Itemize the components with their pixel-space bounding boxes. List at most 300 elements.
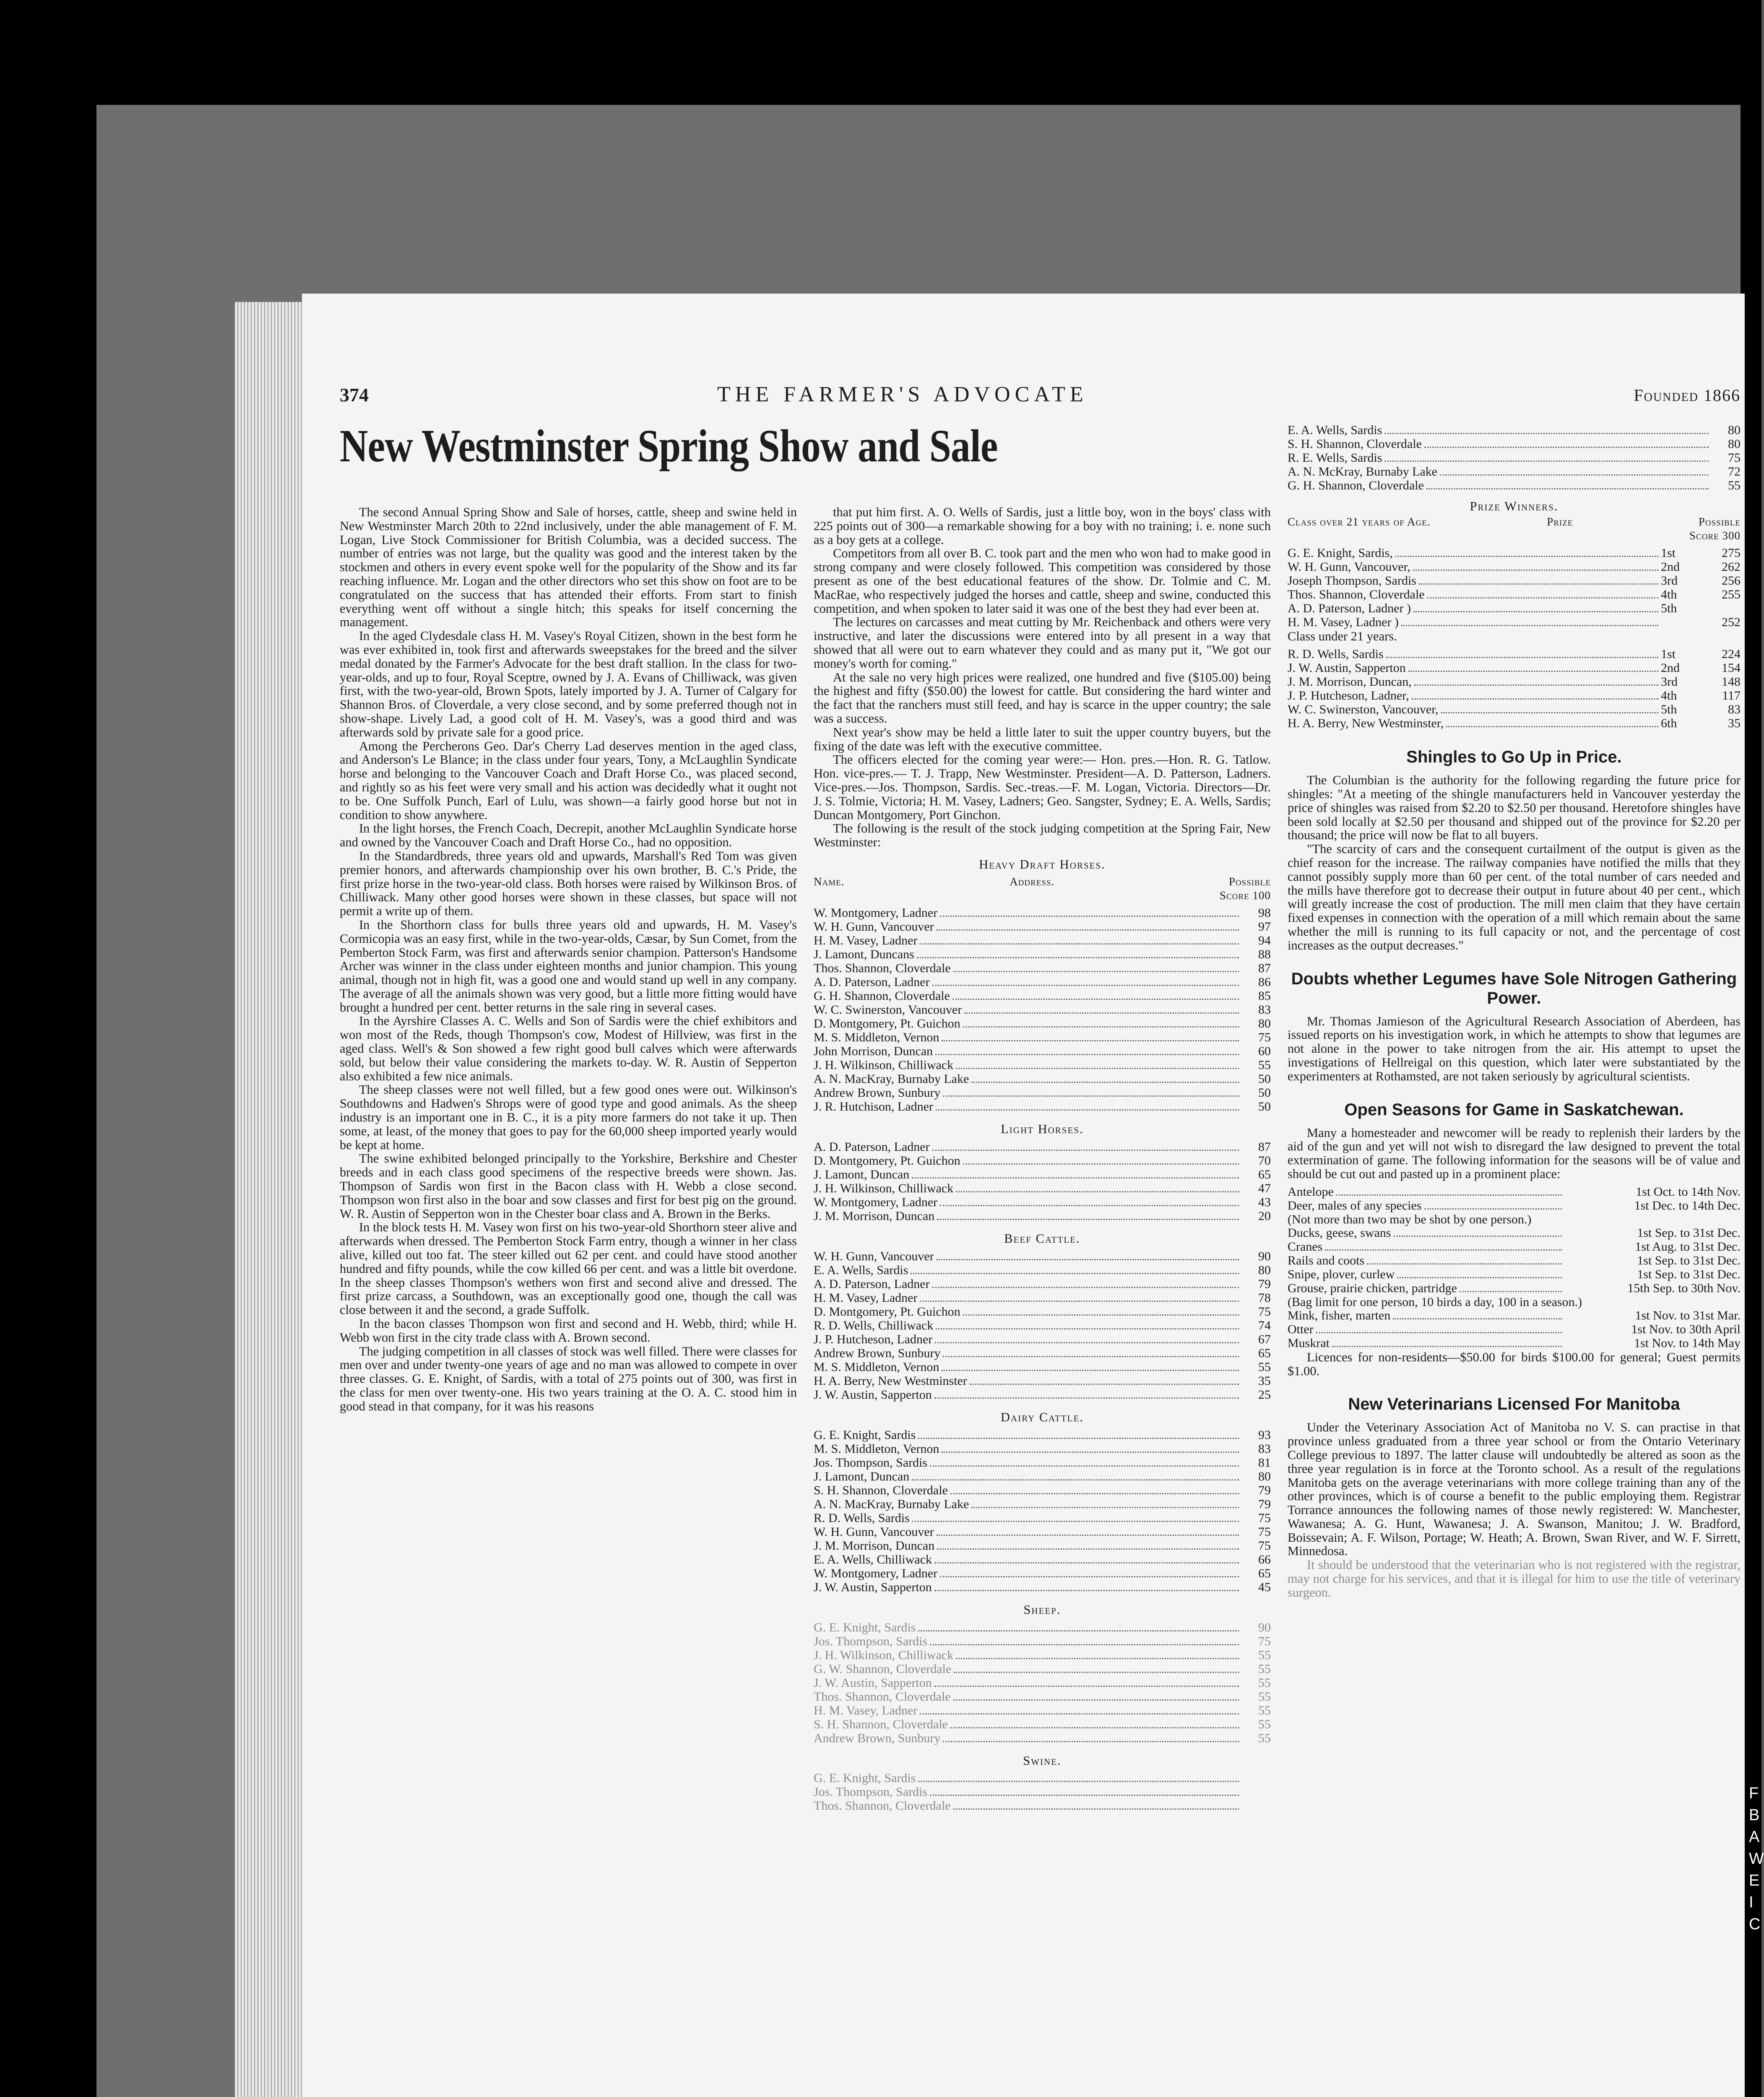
- running-head: [340, 384, 1741, 409]
- table-row: [814, 1498, 1271, 1512]
- table-row: [814, 976, 1271, 989]
- table-title: Sheep.: [1023, 1602, 1061, 1617]
- table-row: [814, 1361, 1271, 1374]
- prize-table: [1288, 546, 1741, 630]
- row-name: J. H. Wilkinson, Chilliwack: [814, 1181, 954, 1196]
- book-page-edges: [235, 302, 310, 2097]
- leader-dots: [950, 1493, 1239, 1494]
- row-name: G. E. Knight, Sardis,: [1288, 546, 1393, 560]
- paragraph: Mr. Thomas Jamieson of the Agricultural Research Association of Aberdeen, has issued reports on his investigation work, in which he attempts to show that legumes are not alone in the power to take nitrogen from the air. His attempt to upset the investigations of Hellreigal on this question, which later were substantiated by the experimenters at Rothamsted, are not taken seriously by agricultural scientists.: [1288, 1014, 1741, 1083]
- row-score: 75: [1258, 1304, 1271, 1319]
- row-score: 80: [1258, 1017, 1271, 1031]
- table-title: Swine.: [1023, 1753, 1062, 1768]
- row-score: 55: [1258, 1058, 1271, 1072]
- paragraph: In the bacon classes Thompson won first and second and H. Webb, third; while H. Webb won first in the city trade class with A. Brown second.: [340, 1316, 797, 1345]
- row-name: R. D. Wells, Sardis: [814, 1511, 910, 1525]
- leader-dots: [917, 957, 1239, 958]
- table-row: [1288, 588, 1741, 602]
- row-name: Grouse, prairie chicken, partridge: [1288, 1281, 1457, 1295]
- table-row: [814, 1059, 1271, 1072]
- row-score: 55: [1258, 1360, 1271, 1374]
- leader-dots: [920, 1301, 1239, 1302]
- table-row: [814, 1154, 1271, 1168]
- row-score: 55: [1728, 479, 1741, 492]
- row-score: 88: [1258, 947, 1271, 962]
- table-row: [1288, 648, 1741, 661]
- leader-dots: [912, 1479, 1239, 1480]
- row-name: A. D. Paterson, Ladner ): [1288, 601, 1411, 616]
- prize-table: [1288, 648, 1741, 731]
- row-name: J. W. Austin, Sapperton: [814, 1387, 932, 1402]
- leader-dots: [1440, 474, 1709, 476]
- row-place: 3rd: [1661, 574, 1678, 588]
- row-name: G. H. Shannon, Cloverdale: [814, 989, 950, 1003]
- row-score: 20: [1258, 1209, 1271, 1223]
- table-row: [814, 1525, 1271, 1539]
- leader-dots: [1413, 611, 1658, 612]
- leader-dots: [953, 971, 1239, 972]
- table-row: [814, 1470, 1271, 1484]
- leader-dots: [1446, 726, 1658, 727]
- table-row: [814, 1456, 1271, 1470]
- table-row: [814, 1539, 1271, 1553]
- leader-dots: [940, 916, 1239, 917]
- paragraph: The swine exhibited belonged principally to the Yorkshire, Berkshire and Chester breeds and in each class good specimens of the respective breeds were shown. Jas. Thompson of Sardis won first in the Bacon class with H. Webb a close second. Thompson won first also in the boar and sow classes and first for best pig on the ground. W. R. Austin of Sepperton won in the Chester boar class and A. Brown in the Berks.: [340, 1151, 797, 1221]
- row-name: G. H. Shannon, Cloverdale: [1288, 479, 1424, 492]
- table-row: [814, 1799, 1271, 1813]
- table-row: [1288, 1254, 1741, 1268]
- row-score: 255: [1722, 588, 1741, 602]
- leader-dots: [936, 1109, 1239, 1111]
- score-table: [814, 1621, 1271, 1746]
- col-prize: Prize: [1547, 515, 1573, 528]
- row-score: 55: [1258, 1662, 1271, 1676]
- leader-dots: [1426, 488, 1709, 489]
- leader-dots: [950, 1727, 1239, 1728]
- leader-dots: [918, 1630, 1239, 1631]
- score-table: [814, 906, 1271, 1114]
- row-name: R. E. Wells, Sardis: [1288, 451, 1382, 465]
- row-name: J. R. Hutchison, Ladner: [814, 1100, 933, 1114]
- section-heading: New Veterinarians Licensed For Manitoba: [1348, 1395, 1680, 1414]
- table-row: [814, 906, 1271, 920]
- row-name: H. M. Vasey, Ladner: [814, 1290, 918, 1305]
- row-name: D. Montgomery, Pt. Guichon: [814, 1017, 960, 1031]
- row-score: 50: [1258, 1072, 1271, 1086]
- row-score: 1st Oct. to 14th Nov.: [1636, 1184, 1741, 1199]
- row-name: S. H. Shannon, Cloverdale: [1288, 437, 1422, 451]
- table-row: [814, 1512, 1271, 1525]
- row-score: 45: [1258, 1580, 1271, 1594]
- table-row: [1288, 1226, 1741, 1240]
- table-row: [814, 1785, 1271, 1799]
- table-row: [814, 934, 1271, 948]
- row-score: 55: [1258, 1717, 1271, 1731]
- table-row: [1288, 479, 1741, 493]
- row-place: 1st: [1661, 546, 1676, 560]
- row-score: 74: [1258, 1318, 1271, 1332]
- row-score: 90: [1258, 1620, 1271, 1634]
- leader-dots: [943, 1095, 1239, 1097]
- table-title: Light Horses.: [1001, 1122, 1084, 1137]
- game-note: (Not more than two may be shot by one person.): [1288, 1212, 1532, 1226]
- leader-dots: [930, 1644, 1239, 1645]
- row-score: 78: [1258, 1290, 1271, 1305]
- leader-dots: [932, 1150, 1239, 1151]
- leader-dots: [956, 1658, 1239, 1659]
- row-name: G. E. Knight, Sardis: [814, 1428, 916, 1442]
- table-row: [1288, 560, 1741, 574]
- row-score: 1st Aug. to 31st Dec.: [1635, 1239, 1741, 1254]
- table-row: [814, 1704, 1271, 1718]
- row-score: 72: [1728, 465, 1741, 479]
- col-score-2: Score 100: [1220, 889, 1271, 902]
- leader-dots: [940, 1576, 1239, 1577]
- row-score: 87: [1258, 961, 1271, 976]
- table-row: [814, 1374, 1271, 1388]
- table-row: [1288, 424, 1741, 437]
- table-row: [814, 1264, 1271, 1277]
- leader-dots: [1441, 712, 1658, 713]
- row-score: 75: [1728, 451, 1741, 465]
- row-score: 1st Sep. to 31st Dec.: [1637, 1267, 1741, 1281]
- leader-dots: [942, 1370, 1239, 1371]
- row-score: 50: [1258, 1086, 1271, 1100]
- leader-dots: [956, 1068, 1239, 1069]
- row-score: 35: [1728, 716, 1741, 731]
- row-score: 79: [1258, 1483, 1271, 1497]
- row-name: Deer, males of any species: [1288, 1198, 1422, 1212]
- row-name: Muskrat: [1288, 1336, 1330, 1350]
- table-row: [814, 1333, 1271, 1347]
- leader-dots: [1336, 1194, 1562, 1196]
- row-name: Jos. Thompson, Sardis: [814, 1634, 928, 1648]
- leader-dots: [1316, 1332, 1562, 1333]
- leader-dots: [934, 1397, 1239, 1399]
- table-row: [814, 1291, 1271, 1305]
- row-score: 1st Dec. to 14th Dec.: [1634, 1198, 1741, 1212]
- row-name: H. M. Vasey, Ladner: [814, 934, 918, 948]
- row-score: 262: [1722, 560, 1741, 574]
- leader-dots: [952, 999, 1239, 1000]
- row-name: D. Montgomery, Pt. Guichon: [814, 1154, 960, 1168]
- table-row: [814, 1772, 1271, 1785]
- col-possible: [1689, 515, 1741, 543]
- leader-dots: [942, 1040, 1239, 1041]
- table-row: [1288, 1240, 1741, 1254]
- row-name: W. Montgomery, Ladner: [814, 1195, 938, 1210]
- row-place: 2nd: [1661, 560, 1680, 574]
- game-season-table: [1288, 1185, 1741, 1350]
- table-row: [814, 1045, 1271, 1059]
- row-name: H. A. Berry, New Westminster,: [1288, 716, 1444, 731]
- leader-dots: [935, 1054, 1239, 1055]
- row-name: J. P. Hutcheson, Ladner,: [1288, 689, 1409, 703]
- leader-dots: [932, 1287, 1239, 1288]
- newspaper-page: [302, 294, 1745, 2097]
- leader-dots: [930, 1795, 1239, 1796]
- leader-dots: [963, 1163, 1239, 1165]
- row-name: J. M. Morrison, Duncan,: [1288, 675, 1412, 689]
- table-row: [814, 1690, 1271, 1704]
- row-score: 98: [1258, 906, 1271, 920]
- leader-dots: [1401, 625, 1658, 626]
- row-name: Andrew Brown, Sunbury: [814, 1086, 941, 1100]
- table-row: [814, 1718, 1271, 1732]
- table-row: [814, 1442, 1271, 1456]
- row-name: E. A. Wells, Chilliwack: [814, 1552, 932, 1566]
- table-row: [1288, 616, 1741, 630]
- row-score: 86: [1258, 975, 1271, 989]
- table-row: [814, 1305, 1271, 1319]
- leader-dots: [937, 929, 1239, 931]
- row-name: Joseph Thompson, Sardis: [1288, 574, 1416, 588]
- row-score: 1st Nov. to 31st Mar.: [1635, 1308, 1741, 1322]
- adjacent-page-letters: F B A W E I C: [1749, 1785, 1764, 1933]
- leader-dots: [934, 1686, 1239, 1687]
- row-name: W. H. Gunn, Vancouver,: [1288, 560, 1410, 574]
- table-row: [814, 1168, 1271, 1182]
- row-name: J. H. Wilkinson, Chilliwack: [814, 1058, 954, 1072]
- row-name: W. H. Gunn, Vancouver: [814, 1525, 934, 1539]
- row-score: 1st Nov. to 30th April: [1631, 1322, 1741, 1336]
- row-score: 94: [1258, 934, 1271, 948]
- row-score: 55: [1258, 1703, 1271, 1717]
- table-row: [814, 1100, 1271, 1114]
- table-row: [814, 1567, 1271, 1581]
- section-heading: Doubts whether Legumes have Sole Nitrogen Gathering Power.: [1291, 969, 1737, 1007]
- leader-dots: [1395, 556, 1658, 557]
- table-row: [1288, 1309, 1741, 1323]
- leader-dots: [953, 1808, 1239, 1810]
- leader-dots: [936, 1328, 1239, 1329]
- row-score: 60: [1258, 1044, 1271, 1059]
- row-name: Snipe, plover, curlew: [1288, 1267, 1395, 1281]
- leader-dots: [1424, 447, 1709, 448]
- leader-dots: [932, 985, 1239, 986]
- row-score: 81: [1258, 1455, 1271, 1470]
- leader-dots: [918, 1438, 1239, 1439]
- table-row: [814, 1581, 1271, 1595]
- leader-dots: [937, 1535, 1239, 1536]
- table-row: [814, 1663, 1271, 1676]
- row-score: 83: [1728, 702, 1741, 717]
- row-score: 50: [1258, 1100, 1271, 1114]
- row-name: Antelope: [1288, 1184, 1334, 1199]
- paragraph: In the light horses, the French Coach, Decrepit, another McLaughlin Syndicate horse and owned by the Vancouver Coach and Draft Horse Co., had no opposition.: [340, 821, 797, 850]
- leader-dots: [1408, 671, 1658, 672]
- row-name: J. P. Hutcheson, Ladner: [814, 1332, 933, 1346]
- row-name: Ducks, geese, swans: [1288, 1225, 1391, 1240]
- row-name: Rails and coots: [1288, 1253, 1365, 1267]
- row-score: 1st Sep. to 31st Dec.: [1637, 1253, 1741, 1267]
- row-score: 75: [1258, 1511, 1271, 1525]
- leader-dots: [940, 1205, 1239, 1206]
- row-score: 79: [1258, 1497, 1271, 1511]
- leader-dots: [937, 1259, 1239, 1260]
- page-number: 374: [340, 384, 369, 406]
- score-table: [814, 1428, 1271, 1595]
- article-headline: New Westminster Spring Show and Sale: [340, 420, 998, 471]
- row-score: 83: [1258, 1003, 1271, 1017]
- row-name: M. S. Middleton, Vernon: [814, 1441, 939, 1456]
- table-row: [1288, 661, 1741, 675]
- table-row: [814, 1635, 1271, 1649]
- row-score: 275: [1722, 546, 1741, 560]
- row-score: 97: [1258, 920, 1271, 934]
- row-score: 65: [1258, 1566, 1271, 1580]
- paragraph: "The scarcity of cars and the consequent curtailment of the output is given as the chief reason for the increase. The railway companies have notified the mills that they cannot possibly supply more than 60 per cent. of the total number of cars needed and the mills have therefore got to decrease their output in future about 40 per cent., which will greatly increase the cost of production. The mill men claim that they have certain fixed expenses in connection with the operation of a mill which remain about the same whether the mill is running to its full capacity or not, and the percentage of cost increases as the output decreases.": [1288, 842, 1741, 952]
- row-score: 256: [1722, 574, 1741, 588]
- row-name: Otter: [1288, 1322, 1314, 1336]
- row-place: 3rd: [1661, 675, 1678, 689]
- row-name: J. W. Austin, Sapperton: [814, 1580, 932, 1594]
- table-row: [1288, 546, 1741, 560]
- row-name: R. D. Wells, Chilliwack: [814, 1318, 934, 1332]
- column-2: [814, 505, 1271, 1813]
- row-score: 80: [1258, 1469, 1271, 1483]
- table-column-headers: [814, 875, 1271, 903]
- row-score: 35: [1258, 1374, 1271, 1388]
- row-name: A. N. MacKray, Burnaby Lake: [814, 1497, 969, 1511]
- table-row: [1288, 465, 1741, 479]
- leader-dots: [912, 1177, 1239, 1179]
- row-name: S. H. Shannon, Cloverdale: [814, 1483, 948, 1497]
- leader-dots: [1413, 570, 1658, 571]
- leader-dots: [920, 1713, 1239, 1715]
- paragraph: Next year's show may be held a little later to suit the upper country buyers, but the fixing of the date was left with the executive committee.: [814, 725, 1271, 753]
- leader-dots: [1384, 461, 1709, 462]
- leader-dots: [964, 1012, 1239, 1014]
- row-name: J. Lamont, Duncan: [814, 1469, 910, 1483]
- row-name: Thos. Shannon, Cloverdale: [814, 1799, 951, 1813]
- table-row: [1288, 1185, 1741, 1199]
- row-name: W. Montgomery, Ladner: [814, 1566, 938, 1580]
- row-score: 80: [1728, 437, 1741, 451]
- leader-dots: [1424, 1208, 1562, 1210]
- score-table: [1288, 424, 1741, 493]
- paragraph: Competitors from all over B. C. took part and the men who won had to make good in strong company and were closely followed. This competition was considered by those present as one of the best educational features of the show. Dr. Tolmie and C. M. MacRae, who respectively judged the horses and cattle, sheep and swine, conducted this competition, and when spoken to later said it was one of the best they had ever been at.: [814, 546, 1271, 616]
- column-1: [340, 505, 797, 1413]
- row-score: 79: [1258, 1277, 1271, 1291]
- row-place: 5th: [1661, 601, 1677, 616]
- leader-dots: [1414, 684, 1658, 686]
- row-name: E. A. Wells, Sardis: [1288, 423, 1382, 437]
- paragraph: The Columbian is the authority for the following regarding the future price for shingles: "At a meeting of the shingle manufacturers held in Vancouver yesterday the price of shingles was raised from $2.20 to $2.50 per thousand. Heretofore shingles have been sold locally at $2.50 per thousand and shipped out of the province for $2.20 per thousand; the price will now be flat to all buyers.: [1288, 773, 1741, 843]
- row-score: 154: [1722, 661, 1741, 675]
- row-score: 75: [1258, 1030, 1271, 1045]
- leader-dots: [954, 1672, 1239, 1673]
- paragraph: Many a homesteader and newcomer will be ready to replenish their larders by the aid of the gun and yet will not wish to disregard the law designed to prevent the total extermination of game. The following information for the seasons will be of value and should be cut out and pasted up in a prominent place:: [1288, 1125, 1741, 1181]
- row-name: J. M. Morrison, Duncan: [814, 1538, 935, 1553]
- leader-dots: [1397, 1277, 1562, 1278]
- row-name: W. H. Gunn, Vancouver: [814, 920, 934, 934]
- row-name: W. H. Gunn, Vancouver: [814, 1249, 934, 1263]
- row-name: S. H. Shannon, Cloverdale: [814, 1717, 948, 1731]
- row-place: 4th: [1661, 689, 1677, 703]
- table-row: [814, 1676, 1271, 1690]
- table-row: [814, 962, 1271, 976]
- leader-dots: [971, 1082, 1239, 1083]
- leader-dots: [1384, 433, 1709, 434]
- row-score: 83: [1258, 1441, 1271, 1456]
- paragraph: In the block tests H. M. Vasey won first on his two-year-old Shorthorn steer alive and afterwards when dressed. The Pemberton Stock Farm entry, though a winner in her class alive, killed out too fat. The steer killed out 62 per cent. and could have stood another hundred and fifty pounds, while the cow killed 66 per cent. and was a little bit overdone. In the sheep classes Thompson's wethers won first and second alive and dressed. The first prize carcass, a Southdown, was an exceptionally good one, though the call was close between it and the second, a grade Suffolk.: [340, 1220, 797, 1317]
- paragraph: Licences for non-residents—$50.00 for birds $100.00 for general; Guest permits $1.00.: [1288, 1350, 1741, 1378]
- table-row: [1288, 1323, 1741, 1337]
- leader-dots: [956, 1191, 1239, 1192]
- table-row: [814, 989, 1271, 1003]
- leader-dots: [1394, 1236, 1562, 1237]
- row-score: 75: [1258, 1538, 1271, 1553]
- leader-dots: [930, 1465, 1239, 1467]
- table-row: [814, 1347, 1271, 1361]
- row-score: 55: [1258, 1689, 1271, 1704]
- section-heading: Shingles to Go Up in Price.: [1406, 748, 1622, 767]
- paragraph: that put him first. A. O. Wells of Sardis, just a little boy, won in the boys' class with 225 points out of 300—a remarkable showing for a boy with no training; i. e. none such as a boy gets at a college.: [814, 505, 1271, 547]
- row-name: J. Lamont, Duncan: [814, 1168, 910, 1182]
- class-over-label: Class over 21 years of Age.: [1288, 515, 1431, 528]
- row-score: 65: [1258, 1168, 1271, 1182]
- paragraph: In the aged Clydesdale class H. M. Vasey's Royal Citizen, shown in the best form he was ever exhibited in, took first and afterwards sweepstakes for the breed and the silver medal donated by the Farmer's Advocate for the best draft stallion. In the class for two-year-olds, and up to four, Royal Sceptre, owned by J. A. Evans of Chilliwack, was given first, with the two-year-old, Brown Spots, lately imported by J. A. Turner of Calgary for Shannon Bros. of Cloverdale, a very close second, and by some preferred though not in show-shape. Lively Lad, a good colt of H. M. Vasey's, was a good third and was afterwards sold by private sale for a good price.: [340, 629, 797, 739]
- paragraph: The lectures on carcasses and meat cutting by Mr. Reichenback and others were very instructive, and later the discussions were entered into by all present in a way that showed that all were out to earn whatever they could and as many put it, "We got our money's worth for coming.": [814, 615, 1271, 671]
- leader-dots: [970, 1384, 1239, 1385]
- row-name: Andrew Brown, Sunbury: [814, 1731, 941, 1745]
- table-row: [814, 1649, 1271, 1663]
- leader-dots: [934, 1590, 1239, 1591]
- row-name: G. E. Knight, Sardis: [814, 1771, 916, 1785]
- table-row: [814, 1017, 1271, 1031]
- table-row: [1288, 1337, 1741, 1350]
- table-row: [814, 1086, 1271, 1100]
- table-row: [814, 1250, 1271, 1264]
- table-row: [814, 1072, 1271, 1086]
- film-border-top: [0, 0, 1761, 105]
- row-name: H. M. Vasey, Ladner: [814, 1703, 918, 1717]
- paragraph: At the sale no very high prices were realized, one hundred and five ($105.00) being the highest and fifty ($50.00) the lowest for cattle. But considering the hard winter and the fact that the ranchers must still feed, and hay is scarce in the upper country; the sale was a success.: [814, 670, 1271, 726]
- table-row: [814, 1140, 1271, 1154]
- leader-dots: [963, 1026, 1239, 1028]
- row-score: 75: [1258, 1634, 1271, 1648]
- leader-dots: [918, 1781, 1239, 1782]
- leader-dots: [1332, 1346, 1562, 1347]
- row-name: J. H. Wilkinson, Chilliwack: [814, 1648, 954, 1662]
- leader-dots: [942, 1452, 1239, 1453]
- paragraph: In the Ayrshire Classes A. C. Wells and Son of Sardis were the chief exhibitors and won most of the Reds, though Thompson's cow, Modest of Hillview, was first in the aged class. Well's & Son showed a few right good bull calves which were afterwards sold, but below their value considering the markets to-day. W. R. Austin of Sepperton also exhibited a few nice animals.: [340, 1014, 797, 1083]
- row-name: M. S. Middleton, Vernon: [814, 1360, 939, 1374]
- leader-dots: [937, 1548, 1239, 1550]
- table-row: [1288, 574, 1741, 588]
- prize-winners-title: Prize Winners.: [1470, 499, 1558, 513]
- row-name: Jos. Thompson, Sardis: [814, 1455, 928, 1470]
- row-place: 5th: [1661, 702, 1677, 717]
- paragraph: The officers elected for the coming year were:— Hon. pres.—Hon. R. G. Tatlow. Hon. vice-pres.— T. J. Trapp, New Westminster. President—A. D. Patterson, Ladners. Vice-pres.—Jos. Thompson, Sardis. Sec.-treas.—F. M. Logan, Victoria. Directors—Dr. J. S. Tolmie, Victoria; H. M. Vasey, Ladners; Geo. Sangster, Sydney; E. A. Wells, Sardis; Duncan Montgomery, Port Ginchon.: [814, 752, 1271, 822]
- row-name: W. C. Swinerston, Vancouver,: [1288, 702, 1439, 717]
- table-row: [814, 1031, 1271, 1045]
- row-score: 80: [1728, 423, 1741, 437]
- leader-dots: [912, 1521, 1239, 1522]
- paragraph: In the Shorthorn class for bulls three years old and upwards, H. M. Vasey's Cormicopia was an easy first, while in the two-year-olds, Cæsar, by Sun Comet, from the Pemberton Stock Farm, was first and afterwards senior champion. Patterson's Handsome Archer was winner in the class under eighteen months and junior champion. This young animal, though not in high fit, was a good one and would stand up well in any company. The average of all the animals shown was very good, but a little more fitting would have brought a hundred per cent. better returns in the sale ring in several cases.: [340, 917, 797, 1015]
- row-score: 65: [1258, 1346, 1271, 1360]
- row-name: Jos. Thompson, Sardis: [814, 1785, 928, 1799]
- row-score: 252: [1722, 615, 1741, 630]
- row-score: 67: [1258, 1332, 1271, 1346]
- paragraph: Under the Veterinary Association Act of Manitoba no V. S. can practise in that province unless graduated from a three year school or from the Ontario Veterinary College previous to 1897. The latter clause will undoubtedly be altered as soon as the three year regulation is in force at the Toronto school. As a result of the regulations Manitoba gets on the average veterinarians with more college training than any of the other provinces, which is of course a benefit to the public employing them. Registrar Torrance announces the following names of those newly registered: W. Manchester, Wawanesa; A. G. Hunt, Wawanesa; J. A. Swanson, Manitou; J. W. Bradford, Boissevain; A. F. Wilson, Portage; W. Heath; A. Brown, Swan River, and W. F. Sirrett, Minnedosa.: [1288, 1420, 1741, 1558]
- paragraph: In the Standardbreds, three years old and upwards, Marshall's Red Tom was given premier honors, and afterwards championship over his own brother, B. C.'s Pride, the first prize horse in the two-year-old class. Both horses were raised by Wilkinson Bros. of Chilliwack. Many other good horses were shown in these classes, but space will not permit a write up of them.: [340, 848, 797, 918]
- table-row: [1288, 451, 1741, 465]
- table-row: [814, 1319, 1271, 1333]
- score-table: [814, 1772, 1271, 1813]
- row-score: 1st Nov. to 14th May: [1634, 1336, 1741, 1350]
